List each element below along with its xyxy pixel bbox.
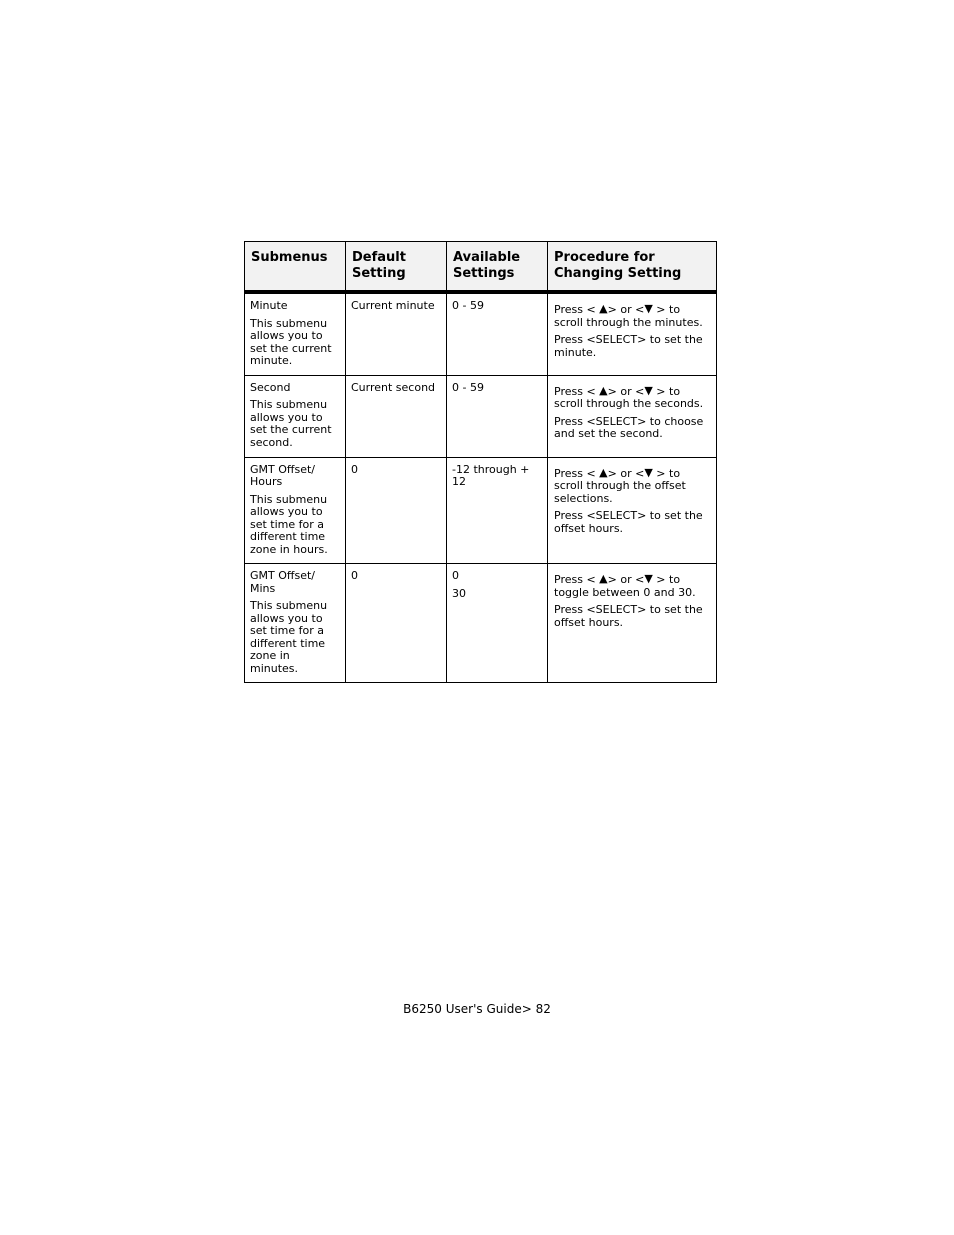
procedure-select: Press <SELECT> to choose and set the second. — [554, 414, 704, 440]
available-value: 0 — [452, 569, 459, 582]
up-triangle-icon: ▲ — [599, 302, 608, 315]
default-setting-cell: 0 — [346, 564, 447, 683]
header-submenus: Submenus — [245, 242, 346, 293]
down-triangle-icon: ▼ — [644, 302, 653, 315]
available-settings-cell — [447, 564, 548, 683]
submenu-cell — [245, 457, 346, 564]
available-settings-cell — [447, 457, 548, 564]
submenu-description: This submenu allows you to set time for a different time zone in hours. — [250, 492, 328, 556]
default-setting-cell: Current second — [346, 375, 447, 457]
up-triangle-icon: ▲ — [599, 572, 608, 585]
procedure-cell — [548, 375, 717, 457]
submenu-cell — [245, 292, 346, 375]
available-value: 30 — [452, 586, 466, 600]
procedure-select: Press <SELECT> to set the minute. — [554, 333, 703, 359]
submenu-name: GMT Offset/ Hours — [250, 462, 315, 488]
up-triangle-icon: ▲ — [599, 465, 608, 479]
page-footer: B6250 User's Guide> 82 — [403, 1002, 551, 1016]
submenu-name: Second — [250, 380, 291, 394]
default-setting-cell: Current minute — [346, 292, 447, 375]
table-row — [245, 292, 717, 375]
procedure-scroll: Press < ▲> or <▼ > to toggle between 0 and 30. — [554, 572, 696, 599]
procedure-select: Press <SELECT> to set the offset hours. — [554, 603, 703, 629]
submenu-description: This submenu allows you to set time for a different time zone in minutes. — [250, 599, 328, 675]
procedure-scroll: Press < ▲> or <▼ > to scroll through the seconds. — [554, 383, 704, 410]
down-triangle-icon: ▼ — [644, 383, 653, 397]
submenu-cell — [245, 564, 346, 683]
default-setting-cell: 0 — [346, 457, 447, 564]
table-row — [245, 375, 717, 457]
down-triangle-icon: ▼ — [644, 465, 653, 479]
available-value: -12 through + 12 — [452, 462, 530, 488]
table-header-row — [245, 242, 717, 293]
available-settings-cell — [447, 375, 548, 457]
header-procedure: Procedure for Changing Setting — [548, 242, 717, 293]
procedure-select: Press <SELECT> to set the offset hours. — [554, 509, 703, 535]
down-triangle-icon: ▼ — [644, 572, 653, 585]
procedure-scroll: Press < ▲> or <▼ > to scroll through the offset selections. — [554, 465, 686, 505]
procedure-scroll: Press < ▲> or <▼ > to scroll through the minutes. — [554, 302, 703, 329]
header-available-settings: Available Settings — [447, 242, 548, 293]
table-row — [245, 564, 717, 683]
table-row — [245, 457, 717, 564]
procedure-cell — [548, 292, 717, 375]
submenu-description: This submenu allows you to set the current minute. — [250, 316, 332, 367]
procedure-cell — [548, 564, 717, 683]
submenu-name: GMT Offset/ Mins — [250, 569, 315, 595]
submenu-description: This submenu allows you to set the current second. — [250, 398, 332, 449]
available-value: 0 - 59 — [452, 380, 484, 394]
header-default-setting: Default Setting — [346, 242, 447, 293]
submenu-cell — [245, 375, 346, 457]
up-triangle-icon: ▲ — [599, 383, 608, 397]
settings-table — [244, 241, 717, 683]
submenu-name: Minute — [250, 299, 288, 312]
procedure-cell — [548, 457, 717, 564]
available-value: 0 - 59 — [452, 299, 484, 312]
available-settings-cell — [447, 292, 548, 375]
